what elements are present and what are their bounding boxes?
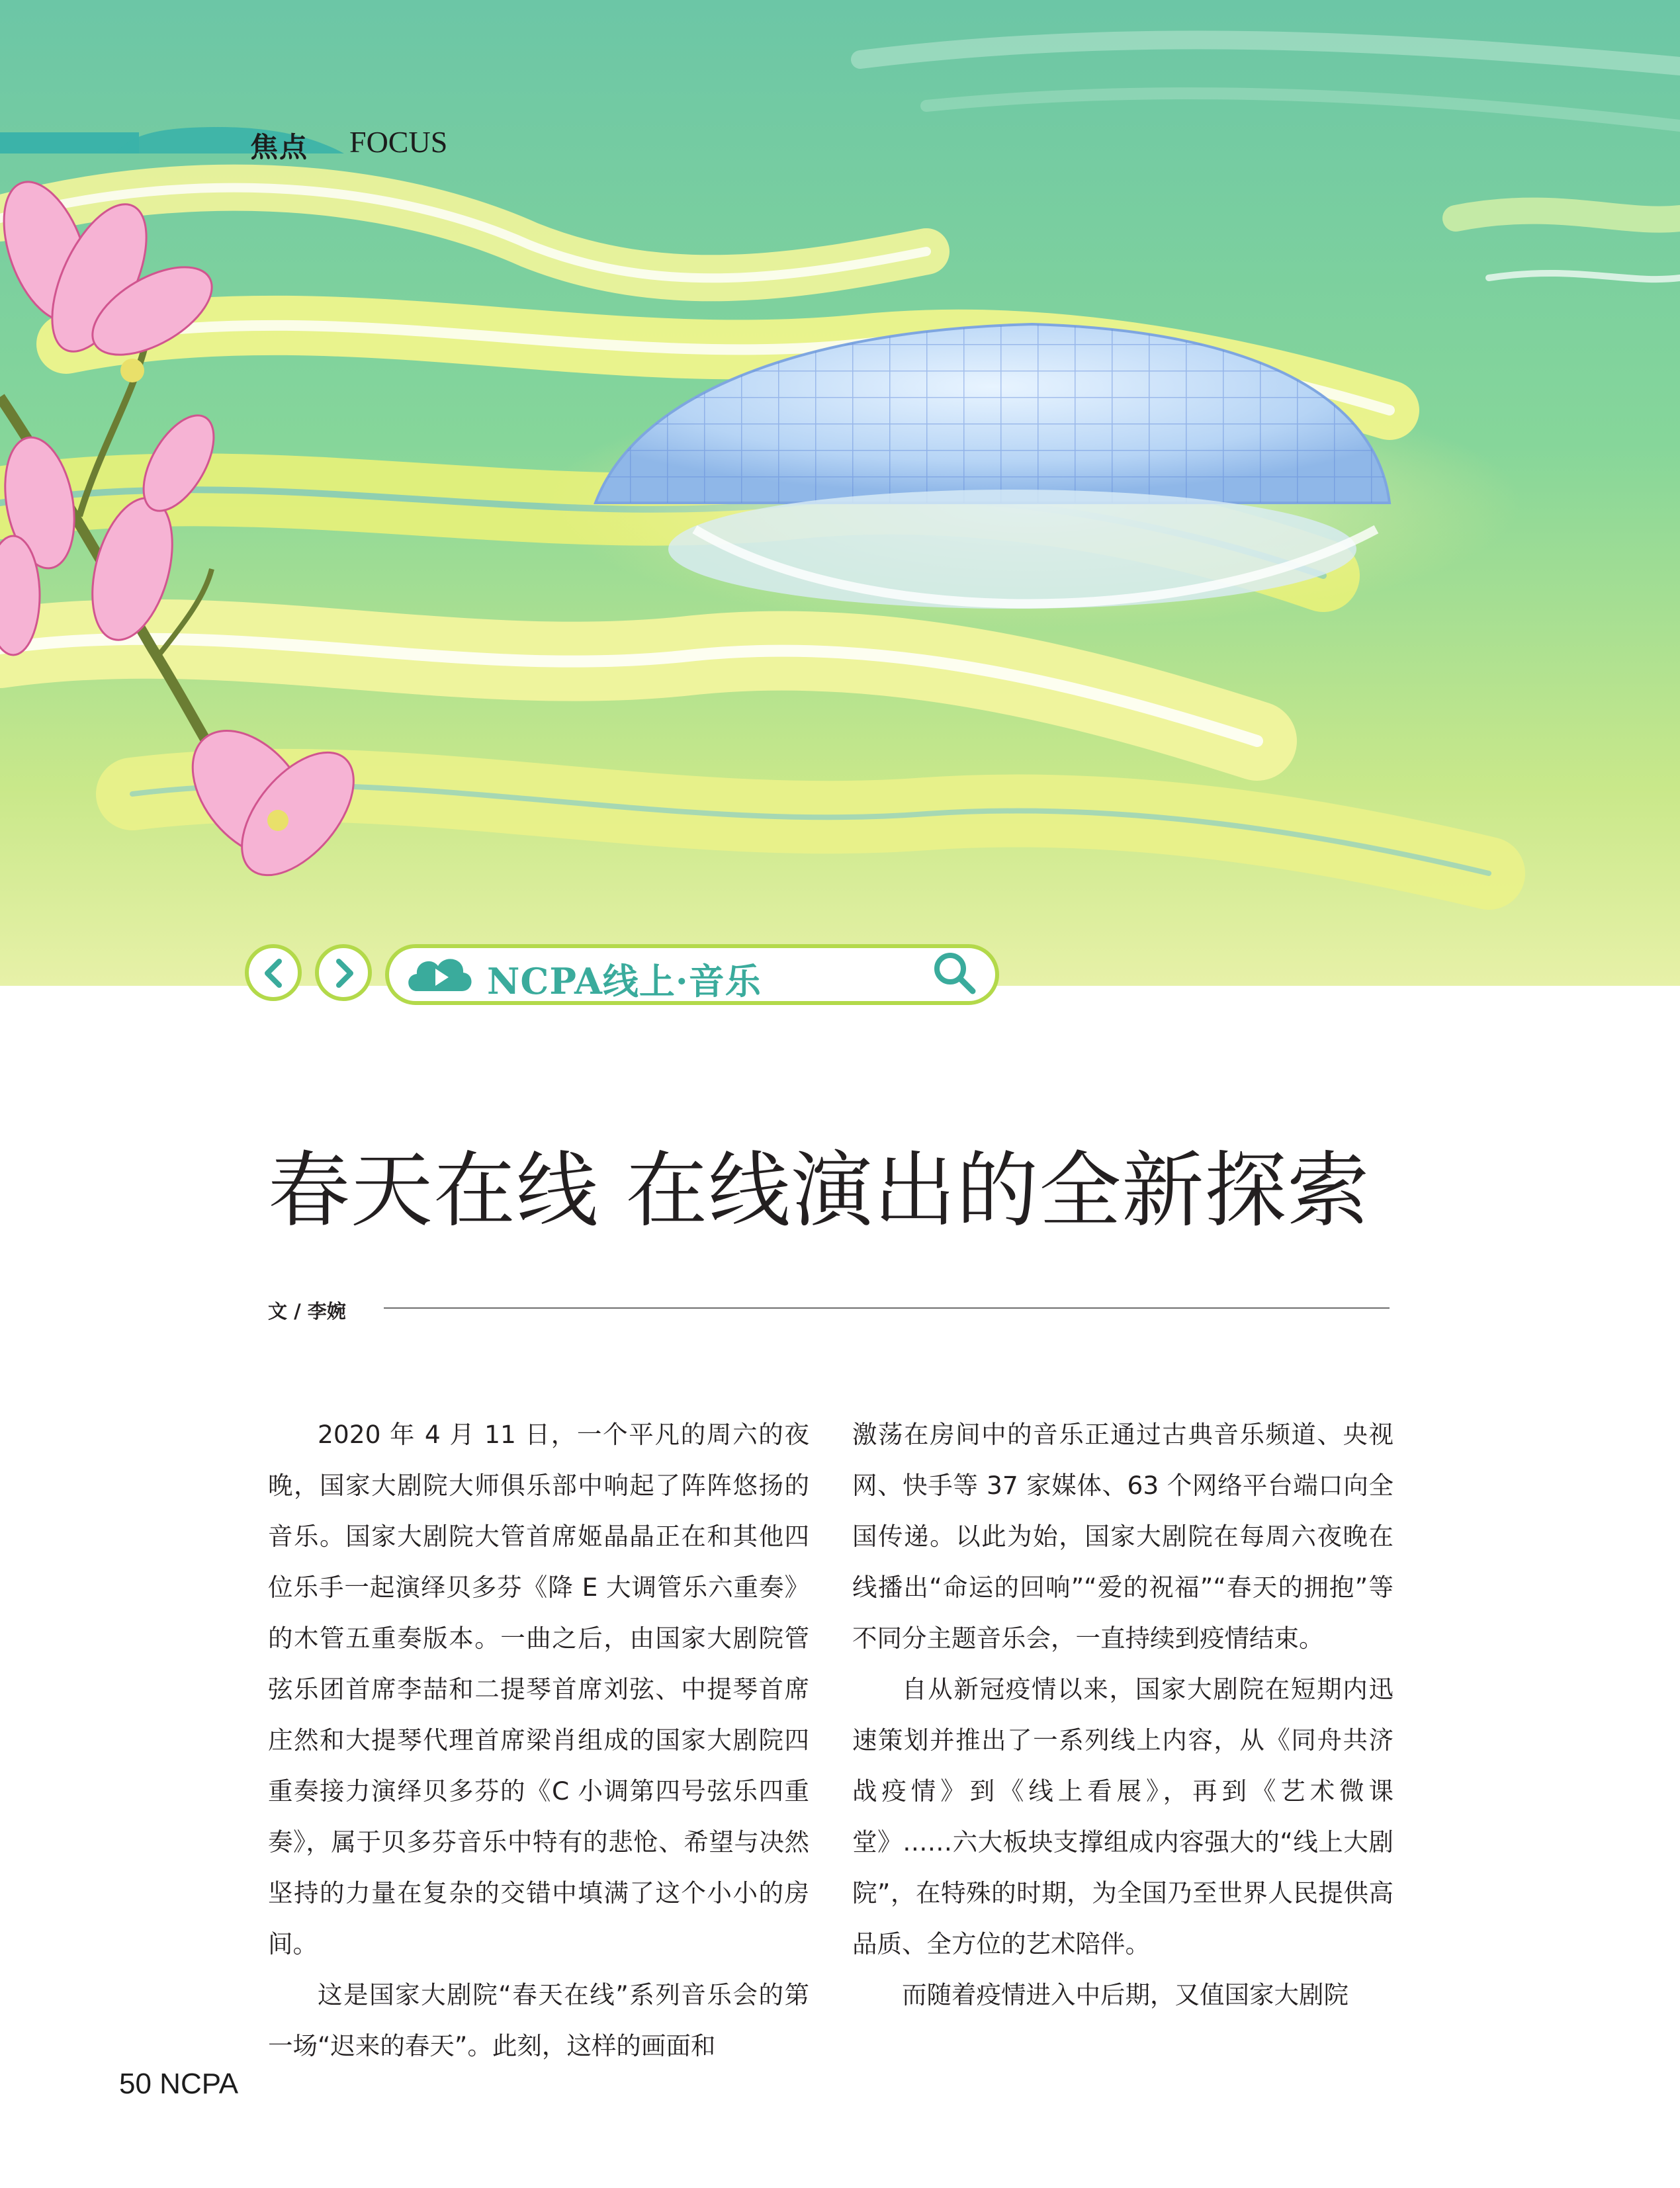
byline-divider [384,1307,1390,1309]
forward-arrow-icon [331,959,357,988]
paragraph: 而随着疫情进入中后期，又值国家大剧院 [902,1980,1348,2009]
body-column-right [852,1409,1393,2021]
section-header-bar [0,126,397,160]
section-label-zh: 焦点 [250,131,309,163]
back-arrow-icon [261,959,287,988]
byline: 文 / 李婉 [268,1300,346,1323]
cloud-play-icon [404,951,476,995]
paragraph: 自从新冠疫情以来，国家大剧院在短期内迅速策划并推出了一系列线上内容，从《同舟共济战疫情》到《线上看展》，再到《艺术微课堂》……六大板块支撑组成内容强大的“线上大剧院”，在特殊的时期，为全国乃至世界人民提供高品质、全方位的艺术陪伴。 [852,1675,1393,1958]
paragraph: 这是国家大剧院“春天在线”系列音乐会的第一场“迟来的春天”。此刻，这样的画面和 [268,1980,809,2060]
article-title: 春天在线 在线演出的全新探索 [268,1143,1370,1239]
search-icon[interactable] [932,950,978,996]
forward-button[interactable] [315,944,372,1001]
body-column-left [268,1409,809,2072]
back-button[interactable] [245,944,302,1001]
page-folio: 50 NCPA [119,2068,239,2100]
paragraph: 2020 年 4 月 11 日，一个平凡的周六的夜晚，国家大剧院大师俱乐部中响起了阵阵悠扬的音乐。国家大剧院大管首席姬晶晶正在和其他四位乐手一起演绎贝多芬《降 E 大调管乐六重奏》的木管五重奏版本。一曲之后，由国家大剧院管弦乐团首席李喆和二提琴首席刘弦、中提琴首席庄然和大提琴代理首席梁肖组成的国家大剧院四重奏接力演绎贝多芬的《C 小调第四号弦乐四重奏》，属于贝多芬音乐中特有的悲怆、希望与决然坚持的力量在复杂的交错中填满了这个小小的房间。 [268,1420,809,1958]
paragraph: 激荡在房间中的音乐正通过古典音乐频道、央视网、快手等 37 家媒体、63 个网络平台端口向全国传递。以此为始，国家大剧院在每周六夜晚在线播出“命运的回响”“爱的祝福”“春天的拥抱”等不同分主题音乐会，一直持续到疫情结束。 [852,1420,1393,1653]
section-label-en: FOCUS [349,125,448,159]
search-bar-label: NCPA线上·音乐 [487,960,762,1002]
